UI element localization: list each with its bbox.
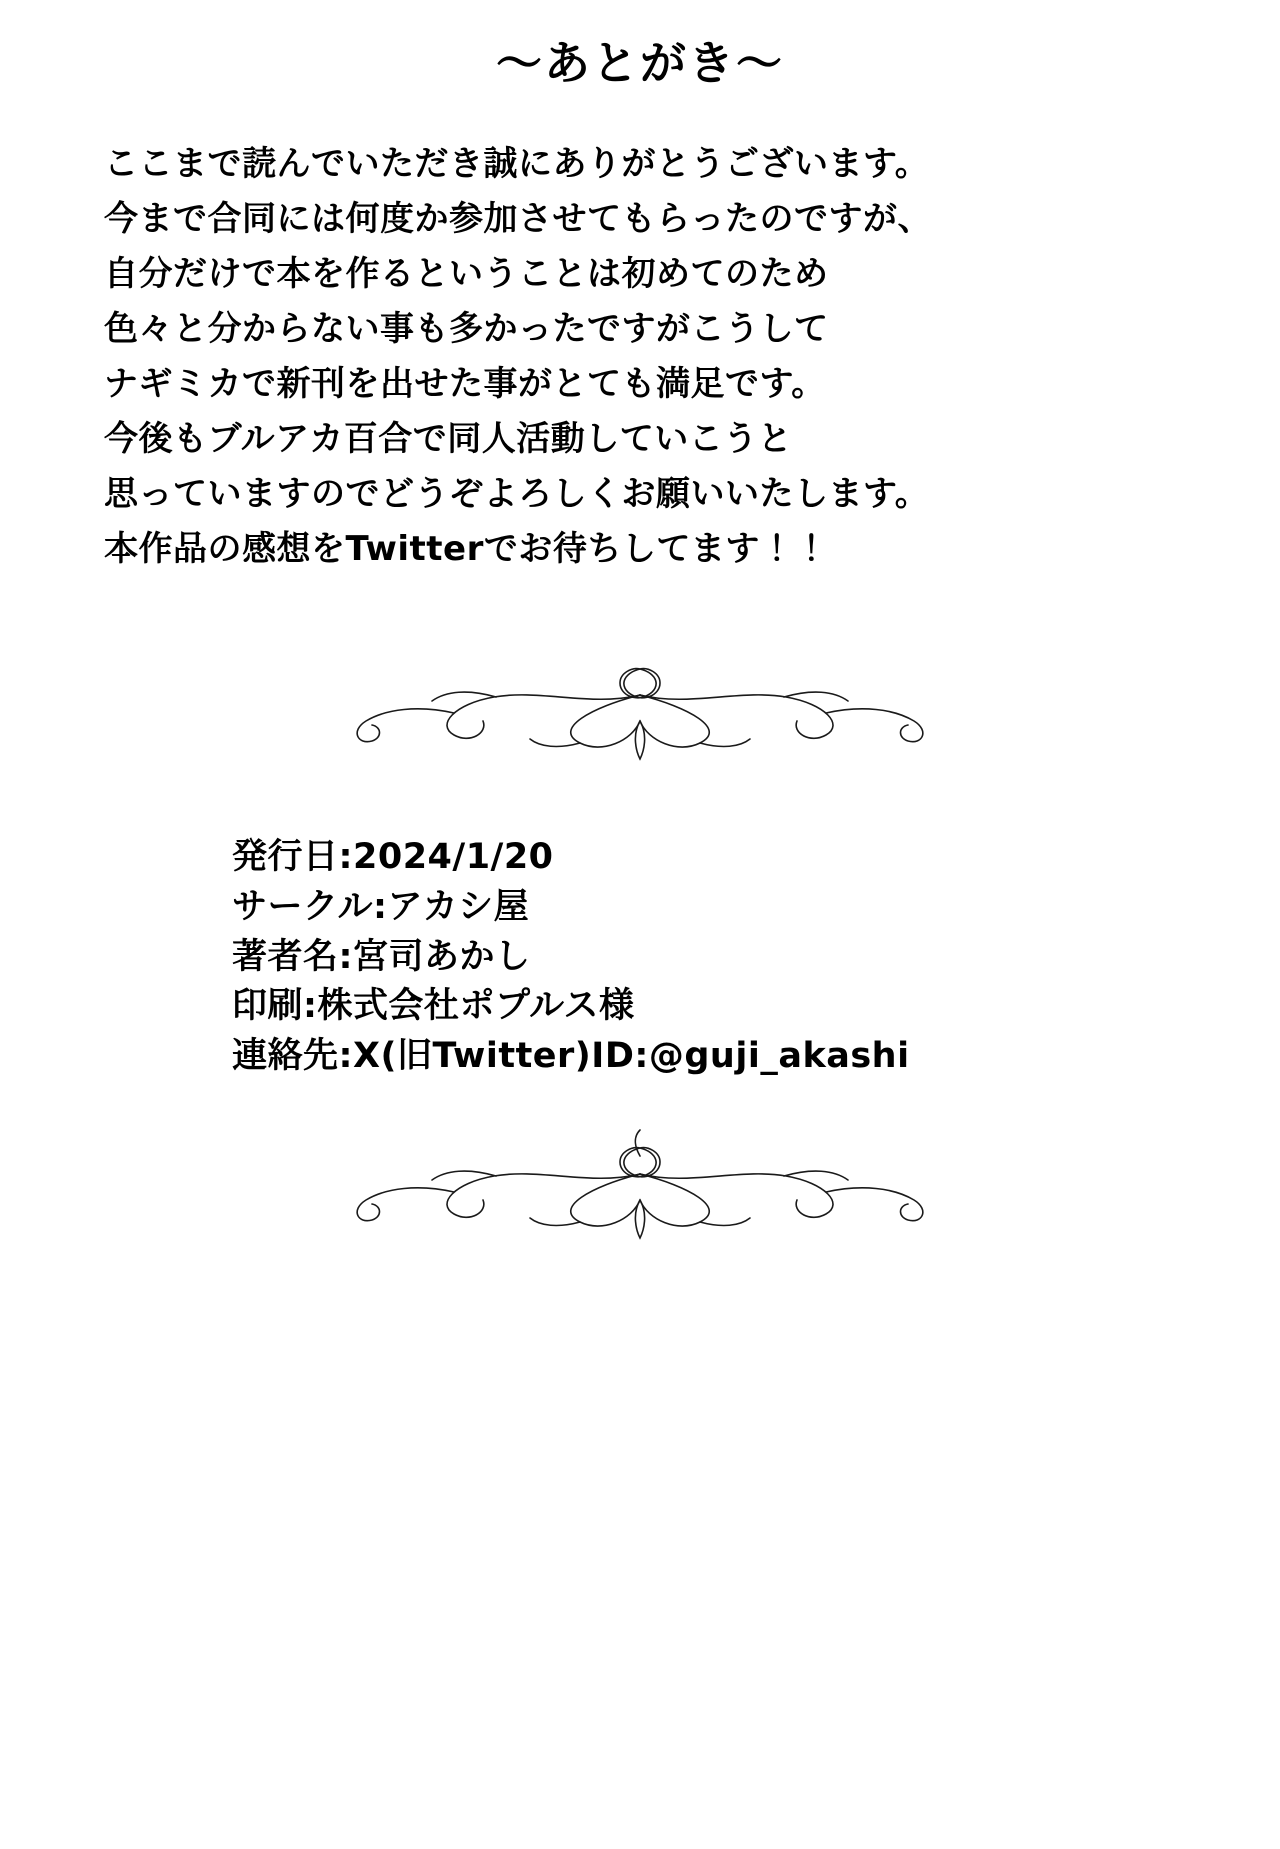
colophon-line: 著者名:宮司あかし bbox=[232, 936, 531, 977]
flourish-divider-top-icon bbox=[240, 651, 1040, 771]
colophon-block bbox=[0, 833, 1280, 1081]
colophon-line: 連絡先:X(旧Twitter)ID:@guji_akashi bbox=[232, 1035, 910, 1076]
afterword-line: 色々と分からない事も多かったですがこうして bbox=[104, 308, 829, 349]
bottom-spacer bbox=[0, 1248, 1280, 1268]
afterword-line: ナギミカで新刊を出せた事がとても満足です。 bbox=[104, 363, 826, 404]
page-title: 〜あとがき〜 bbox=[496, 36, 784, 90]
colophon-line: サークル:アカシ屋 bbox=[232, 886, 530, 927]
afterword-line: 本作品の感想をTwitterでお待ちしてます！！ bbox=[104, 529, 829, 570]
afterword-line: 今後もブルアカ百合で同人活動していこうと bbox=[104, 418, 793, 459]
afterword-line: 思っていますのでどうぞよろしくお願いいたします。 bbox=[104, 474, 930, 515]
afterword-page bbox=[0, 38, 1280, 1849]
colophon-line: 印刷:株式会社ポプルス様 bbox=[232, 986, 635, 1027]
afterword-line: ここまで読んでいただき誠にありがとうございます。 bbox=[104, 143, 930, 184]
afterword-line: 今まで合同には何度か参加させてもらったのですが、 bbox=[104, 198, 932, 239]
afterword-line: 自分だけで本を作るということは初めてのため bbox=[104, 253, 829, 294]
afterword-text-block bbox=[0, 137, 1280, 578]
flourish-divider-bottom-icon bbox=[240, 1128, 1040, 1248]
colophon-line: 発行日:2024/1/20 bbox=[232, 837, 554, 878]
